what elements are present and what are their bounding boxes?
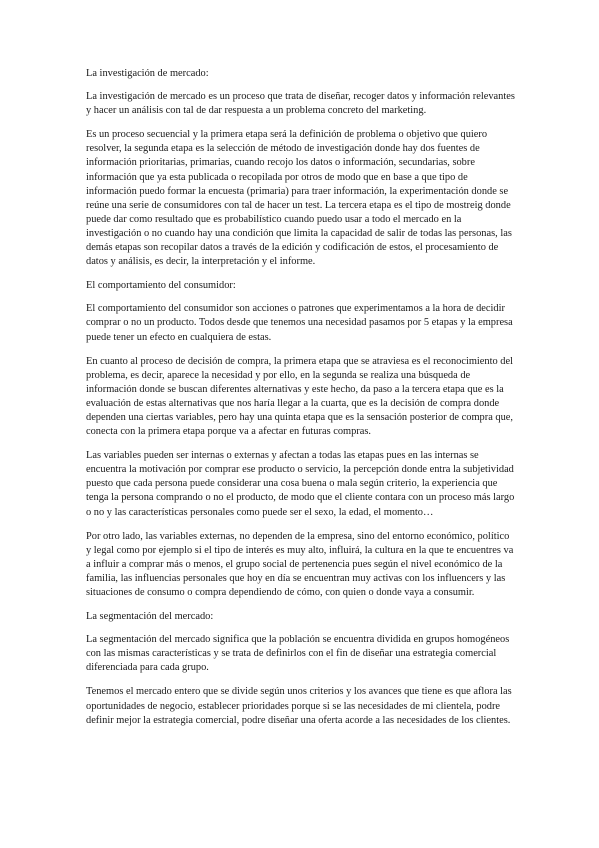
section-heading-comportamiento: El comportamiento del consumidor: (86, 280, 236, 292)
section-heading-segmentacion: La segmentación del mercado: (86, 611, 214, 623)
paragraph: Por otro lado, las variables externas, no dependen de la empresa, sino del entorno económico, político y legal como por ejemplo si el tipo de interés es muy alto, influirá, la cultura en la que te encuentres va a influir a comprar más o menos, el grupo social de pertenencia pues según el nivel económico de la familia, las influencias personales que hoy en día se encuentran muy activas con los influencers y las situaciones de consumo o compra dependiendo de cómo, con quien o donde vaya a consumir. (86, 530, 514, 598)
section-heading-investigacion: La investigación de mercado: (86, 68, 209, 79)
paragraph: Es un proceso secuencial y la primera etapa será la definición de problema o objetivo que quiero resolver, la segunda etapa es la selección de método de investigación donde hay dos fuentes de información prioritarias, primarias, cuando recojo los datos o información, secundarias, sobre información que ya esta publicada o recopilada por otros de modo que en base a que tipo de información puedo formar la encuesta (primaria) para traer información, la experimentación donde se reúne una serie de consumidores con tal de hacer un test. La tercera etapa es el tipo de mostreig donde puede dar como resultado que es probabilístico cuando puedo usar a todo el mercado en la investigación o no cuando hay una condición que limita la capacidad de salir de todas las personas, las demás etapas son recopilar datos a través de la edición y codificación de estos, el procesamiento de datos y análisis, es decir, la interpretación y el informe. (86, 129, 512, 268)
paragraph: El comportamiento del consumidor son acciones o patrones que experimentamos a la hora de decidir comprar o no un producto. Todos desde que tenemos una necesidad pasamos por 5 etapas y la empresa puede tener un efecto en cualquiera de estas. (86, 303, 513, 343)
paragraph: Las variables pueden ser internas o externas y afectan a todas las etapas pues en las internas se encuentra la motivación por comprar ese producto o servicio, la percepción donde entra la subjetividad puesto que cada persona puede considerar una cosa buena o mala según criterio, la experiencia que tenga la persona comprando o no el producto, de modo que el cliente contara con un proceso más largo o no y las características personales como puede ser el sexo, la edad, el momento… (86, 450, 515, 518)
paragraph: Tenemos el mercado entero que se divide según unos criterios y los avances que tiene es que aflora las oportunidades de negocio, establecer prioridades porque si se las necesidades de mi clientela, podre definir mejor la estrategia comercial, podre diseñar una oferta acorde a las necesidades de los clientes. (86, 686, 512, 726)
paragraph: La investigación de mercado es un proceso que trata de diseñar, recoger datos y información relevantes y hacer un análisis con tal de dar respuesta a un problema concreto del marketing. (86, 91, 515, 117)
paragraph: En cuanto al proceso de decisión de compra, la primera etapa que se atraviesa es el reconocimiento del problema, es decir, aparece la necesidad y por ello, en la segunda se realiza una búsqueda de información donde se buscan diferentes alternativas y este hecho, da paso a la tercera etapa que es la evaluación de estas alternativas que nos haría llegar a la cuarta, que es la decisión de compra donde dependen una ciertas variables, pero hay una quinta etapa que es la sensación posterior de compra que, conecta con la primera etapa porque va a afectar en futuras compras. (86, 355, 514, 438)
document-body (86, 67, 515, 738)
paragraph: La segmentación del mercado significa que la población se encuentra dividida en grupos homogéneos con las mismas características y se trata de definirlos con el fin de diseñar una estrategia comercial diferenciada para cada grupo. (86, 634, 510, 674)
